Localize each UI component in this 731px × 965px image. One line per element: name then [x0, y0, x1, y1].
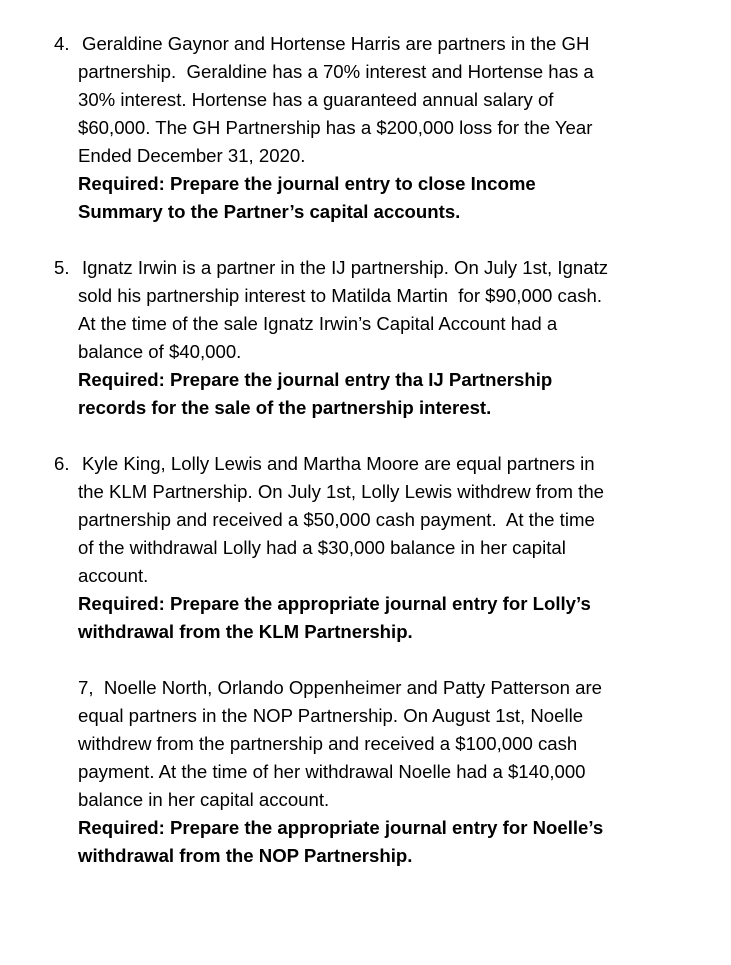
- problem-text-line: Ended December 31, 2020.: [78, 145, 306, 166]
- problem-text-line: balance in her capital account.: [78, 789, 330, 810]
- problem-text-line: 30% interest. Hortense has a guaranteed annual salary of: [78, 89, 554, 110]
- problem-text-line: payment. At the time of her withdrawal Noelle had a $140,000: [78, 761, 586, 782]
- problem-text-line: withdrew from the partnership and received a $100,000 cash: [78, 733, 578, 754]
- problem-text-line: sold his partnership interest to Matilda Martin for $90,000 cash.: [78, 285, 602, 306]
- required-line: withdrawal from the NOP Partnership.: [78, 845, 413, 866]
- problem-text-line: equal partners in the NOP Partnership. On August 1st, Noelle: [78, 705, 584, 726]
- problem-text-line: Geraldine Gaynor and Hortense Harris are partners in the GH: [82, 33, 590, 54]
- problem-text-line: Ignatz Irwin is a partner in the IJ partnership. On July 1st, Ignatz: [82, 257, 609, 278]
- required-line: Required: Prepare the appropriate journal entry for Noelle’s: [78, 817, 604, 838]
- problem-text-line: $60,000. The GH Partnership has a $200,000 loss for the Year: [78, 117, 593, 138]
- problem-text-line: account.: [78, 565, 149, 586]
- problem-text-line: the KLM Partnership. On July 1st, Lolly Lewis withdrew from the: [78, 481, 605, 502]
- problem-text-line: Kyle King, Lolly Lewis and Martha Moore are equal partners in: [82, 453, 595, 474]
- required-line: Required: Prepare the journal entry tha IJ Partnership: [78, 369, 553, 390]
- required-line: Summary to the Partner’s capital accounts.: [78, 201, 461, 222]
- required-line: Required: Prepare the journal entry to close Income: [78, 173, 536, 194]
- problem-text-line: 7, Noelle North, Orlando Oppenheimer and Patty Patterson are: [78, 677, 603, 698]
- problem-number: 5.: [54, 257, 70, 278]
- problem-text-line: balance of $40,000.: [78, 341, 242, 362]
- required-line: Required: Prepare the appropriate journal entry for Lolly’s: [78, 593, 591, 614]
- problem-text-line: partnership. Geraldine has a 70% interest and Hortense has a: [78, 61, 594, 82]
- problem-text-line: of the withdrawal Lolly had a $30,000 balance in her capital: [78, 537, 566, 558]
- problem-text-line: At the time of the sale Ignatz Irwin’s Capital Account had a: [78, 313, 558, 334]
- problem-text-line: partnership and received a $50,000 cash payment. At the time: [78, 509, 595, 530]
- problem-number: 4.: [54, 33, 70, 54]
- required-line: withdrawal from the KLM Partnership.: [78, 621, 413, 642]
- problem-number: 6.: [54, 453, 70, 474]
- required-line: records for the sale of the partnership interest.: [78, 397, 492, 418]
